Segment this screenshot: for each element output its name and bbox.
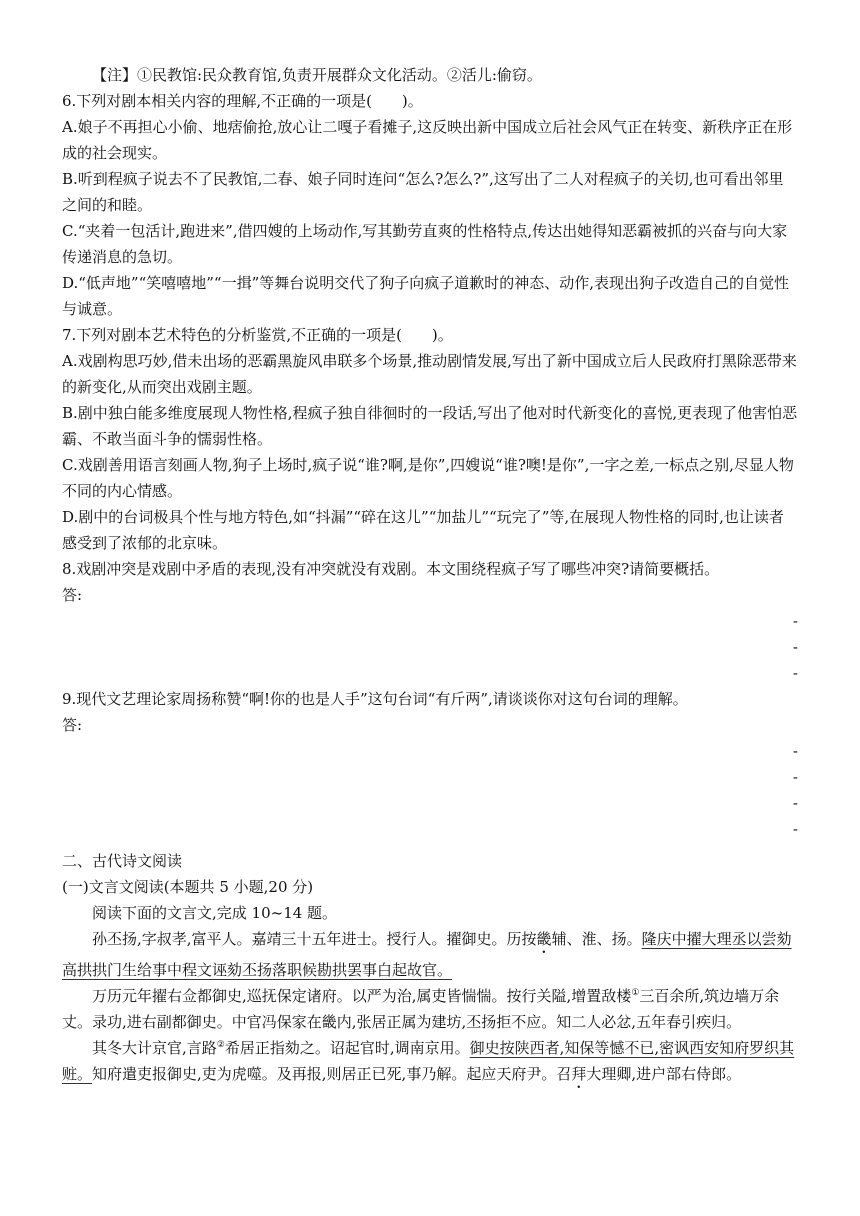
- question-6-option-c: C.“夹着一包活计,跑进来”,借四嫂的上场动作,写其勤劳直爽的性格特点,传达出她得知恶霸被抓的兴奋与向大家传递消息的急切。: [62, 222, 788, 266]
- passage-text: 希居正指劾之。诏起官时,调南京用。: [224, 1039, 470, 1057]
- question-9-answer-label: 答:: [62, 716, 83, 734]
- passage-paragraph-1: [62, 926, 798, 983]
- question-8-answer-label: 答:: [62, 586, 83, 604]
- underlined-sentence: 隆庆中擢大理丞以尝劾高拱拱门生给事中程文诬劾丕扬落职候勘拱罢事白起故官。: [62, 930, 792, 979]
- section-subtitle: (一)文言文阅读(本题共 5 小题,20 分): [62, 878, 314, 896]
- question-9-stem: 9.现代文艺理论家周扬称赞“啊!你的也是人手”这句台词“有斤两”,请谈谈你对这句台词的理解。: [62, 690, 688, 708]
- dotted-char: 拜: [571, 1065, 587, 1083]
- dotted-char: 畿: [536, 930, 552, 948]
- passage-text: 大理卿,进户部右侍郎。: [586, 1065, 742, 1083]
- question-6-stem: 6.下列对剧本相关内容的理解,不正确的一项是( )。: [62, 92, 423, 110]
- question-7-option-a: A.戏剧构思巧妙,借未出场的恶霸黑旋风串联多个场景,推动剧情发展,写出了新中国成立后人民政府打黑除恶带来的新变化,从而突出戏剧主题。: [62, 352, 797, 396]
- answer-line: -: [792, 820, 798, 838]
- question-6-option-b: B.听到程疯子说去不了民教馆,二春、娘子同时连问“怎么?怎么?”,这写出了二人对程疯子的关切,也可看出邻里之间的和睦。: [62, 170, 784, 214]
- answer-line: -: [792, 768, 798, 786]
- answer-line: -: [792, 794, 798, 812]
- passage-text: 其冬大计京官,言路: [92, 1039, 217, 1057]
- footnote-mark: ②: [216, 1040, 225, 1050]
- section-title: 二、古代诗文阅读: [62, 852, 183, 870]
- section-instruction: 阅读下面的文言文,完成 10~14 题。: [92, 904, 338, 922]
- passage-text: 三百余所,筑边墙万余丈。录功,进右副都御史。中官冯保家在畿内,张居正属为建坊,丕扬拒不应。知二人必忿,五年春引疾归。: [62, 987, 780, 1031]
- footnote-mark: ①: [631, 988, 640, 998]
- answer-line: -: [792, 664, 798, 682]
- question-7-option-d: D.剧中的台词极具个性与地方特色,如“抖漏”“碎在这儿”“加盐儿”“玩完了”等,在展现人物性格的同时,也让读者感受到了浓郁的北京味。: [62, 508, 784, 552]
- passage-text: 孙丕扬,字叔孝,富平人。嘉靖三十五年进士。授行人。擢御史。历按: [92, 930, 537, 948]
- answer-line: -: [792, 612, 798, 630]
- passage-paragraph-2: [62, 983, 798, 1035]
- passage-paragraph-3: [62, 1035, 798, 1092]
- answer-line: -: [792, 638, 798, 656]
- question-7-option-c: C.戏剧善用语言刻画人物,狗子上场时,疯子说“谁?啊,是你”,四嫂说“谁?噢!是你”,一字之差,一标点之别,尽显人物不同的内心情感。: [62, 456, 794, 500]
- passage-text: 辅、淮、扬。: [551, 930, 642, 948]
- question-8-stem: 8.戏剧冲突是戏剧中矛盾的表现,没有冲突就没有戏剧。本文围绕程疯子写了哪些冲突?请简要概括。: [62, 560, 720, 578]
- question-7-option-b: B.剧中独白能多维度展现人物性格,程疯子独自徘徊时的一段话,写出了他对时代新变化的喜悦,更表现了他害怕恶霸、不敢当面斗争的懦弱性格。: [62, 404, 798, 448]
- question-7-stem: 7.下列对剧本艺术特色的分析鉴赏,不正确的一项是( )。: [62, 326, 453, 344]
- underlined-sentence: 御史按陕西者,知保等憾不已,密讽西安知府罗织其赃。: [62, 1039, 795, 1083]
- question-6-option-d: D.“低声地”“笑嘻嘻地”“一揖”等舞台说明交代了狗子向疯子道歉时的神态、动作,表现出狗子改造自己的自觉性与诚意。: [62, 274, 790, 318]
- passage-text: 万历元年擢右佥都御史,巡抚保定诸府。以严为治,属吏皆惴惴。按行关隘,增置敌楼: [92, 987, 632, 1005]
- passage-text: 知府遣吏报御史,吏为虎噬。及再报,则居正已死,事乃解。起应天府尹。召: [92, 1065, 572, 1083]
- footnote: 【注】①民教馆:民众教育馆,负责开展群众文化活动。②活儿:偷窃。: [92, 66, 542, 84]
- answer-line: -: [792, 742, 798, 760]
- question-6-option-a: A.娘子不再担心小偷、地痞偷抢,放心让二嘎子看摊子,这反映出新中国成立后社会风气正在转变、新秩序正在形成的社会现实。: [62, 118, 793, 162]
